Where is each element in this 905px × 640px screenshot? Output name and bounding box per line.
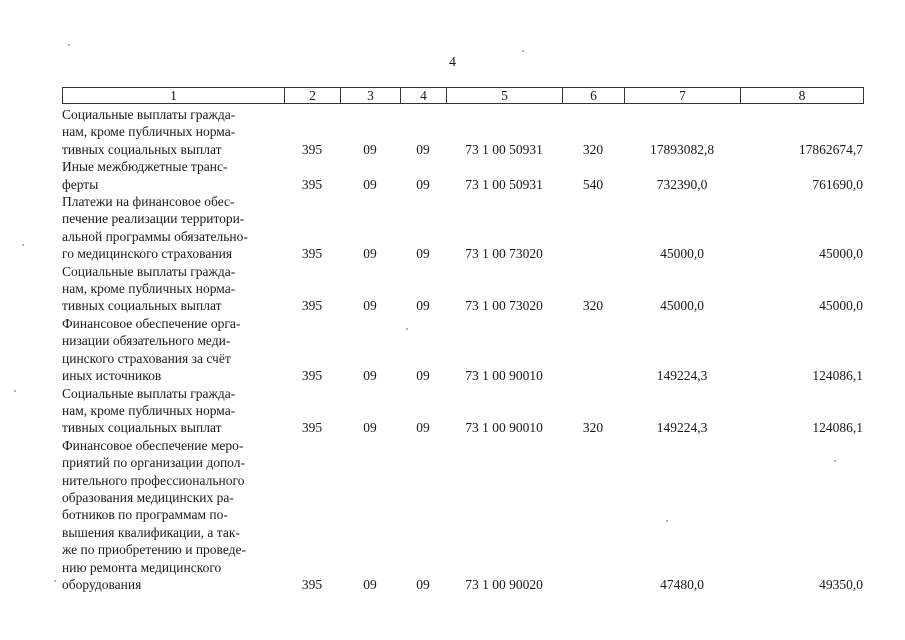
row-name <box>62 193 280 263</box>
column-number-7: 7 <box>625 88 741 104</box>
column-number-2: 2 <box>285 88 341 104</box>
row-name-line: образования медицинских ра- <box>62 489 234 505</box>
row-cell-c7: 45000,0 <box>660 298 704 314</box>
table-row <box>62 437 863 594</box>
row-cell-c3: 09 <box>363 141 377 157</box>
row-name-line: го медицинского страхования <box>62 246 233 262</box>
row-cell-c7: 45000,0 <box>660 246 704 262</box>
row-cell-c8: 124086,1 <box>812 420 863 436</box>
row-name-line: нам, кроме публичных норма- <box>62 124 236 140</box>
row-name-line: низации обязательного меди- <box>62 333 231 349</box>
row-cell-c7: 47480,0 <box>660 576 704 592</box>
row-cell-c3: 09 <box>363 176 377 192</box>
row-cell-c2: 395 <box>301 298 323 314</box>
row-name-line: Платежи на финансовое обес- <box>62 194 235 210</box>
column-number-4: 4 <box>401 88 447 104</box>
row-name-line: тивных социальных выплат <box>62 141 222 157</box>
row-name-line: вышения квалификации, а так- <box>62 524 240 540</box>
row-name <box>62 106 280 158</box>
row-cell-c5: 73 1 00 90010 <box>465 368 543 384</box>
row-cell-c2: 395 <box>301 368 323 384</box>
row-cell-c7: 149224,3 <box>656 368 708 384</box>
column-header-row <box>63 88 864 104</box>
row-cell-c5: 73 1 00 90020 <box>465 576 543 592</box>
row-name <box>62 158 280 193</box>
page-number: 4 <box>449 55 456 70</box>
row-cell-c3: 09 <box>363 246 377 262</box>
row-cell-c8: 761690,0 <box>812 176 863 192</box>
row-name-line: Финансовое обеспечение орга- <box>62 315 241 331</box>
row-name-line: Финансовое обеспечение меро- <box>62 437 244 453</box>
row-cell-c2: 395 <box>301 420 323 436</box>
table-row <box>62 263 863 315</box>
scan-speck <box>68 44 70 46</box>
column-number-1: 1 <box>63 88 285 104</box>
row-cell-c6: 320 <box>582 420 604 436</box>
row-name-line: нительного профессионального <box>62 472 245 488</box>
row-name <box>62 263 280 315</box>
row-name-line: ботников по программам по- <box>62 507 228 523</box>
row-cell-c8: 45000,0 <box>819 246 863 262</box>
row-cell-c7: 149224,3 <box>656 420 708 436</box>
table-row <box>62 106 863 158</box>
row-cell-c6: 540 <box>582 176 604 192</box>
row-cell-c5: 73 1 00 73020 <box>465 246 543 262</box>
row-cell-c7: 17893082,8 <box>649 141 715 157</box>
row-cell-c6: 320 <box>582 298 604 314</box>
row-cell-c3: 09 <box>363 368 377 384</box>
row-cell-c2: 395 <box>301 576 323 592</box>
row-cell-c4: 09 <box>416 298 430 314</box>
scan-speck <box>834 460 836 462</box>
row-cell-c2: 395 <box>301 176 323 192</box>
row-cell-c4: 09 <box>416 368 430 384</box>
scan-speck <box>522 50 524 52</box>
row-name-line: нам, кроме публичных норма- <box>62 402 236 418</box>
scan-speck <box>14 390 16 392</box>
scan-speck <box>54 580 56 582</box>
budget-rows <box>62 106 863 593</box>
row-cell-c5: 73 1 00 50931 <box>465 176 543 192</box>
scan-speck <box>666 520 668 522</box>
row-cell-c8: 124086,1 <box>812 368 863 384</box>
row-name-line: нам, кроме публичных норма- <box>62 281 236 297</box>
row-cell-c2: 395 <box>301 246 323 262</box>
row-cell-c6: 320 <box>582 141 604 157</box>
row-cell-c8: 45000,0 <box>819 298 863 314</box>
row-name-line: тивных социальных выплат <box>62 298 222 314</box>
row-cell-c2: 395 <box>301 141 323 157</box>
row-cell-c3: 09 <box>363 420 377 436</box>
row-name-line: приятий по организации допол- <box>62 455 245 471</box>
column-number-5: 5 <box>447 88 563 104</box>
row-cell-c8: 17862674,7 <box>798 141 863 157</box>
row-cell-c4: 09 <box>416 141 430 157</box>
column-number-8: 8 <box>741 88 864 104</box>
column-number-6: 6 <box>563 88 625 104</box>
row-name-line: же по приобретению и проведе- <box>62 542 247 558</box>
row-cell-c3: 09 <box>363 298 377 314</box>
row-cell-c8: 49350,0 <box>819 576 863 592</box>
row-cell-c4: 09 <box>416 420 430 436</box>
row-name-line: альной программы обязательно- <box>62 228 248 244</box>
row-name-line: Социальные выплаты гражда- <box>62 263 236 279</box>
row-name-line: тивных социальных выплат <box>62 420 222 436</box>
table-row <box>62 158 863 193</box>
row-cell-c7: 732390,0 <box>656 176 708 192</box>
row-name-line: нию ремонта медицинского <box>62 559 222 575</box>
scan-speck <box>22 244 24 246</box>
column-header-table <box>62 87 864 104</box>
table-row <box>62 193 863 263</box>
row-name-line: иных источников <box>62 368 162 384</box>
row-name <box>62 385 280 437</box>
row-name <box>62 437 280 594</box>
row-name <box>62 315 280 385</box>
table-row <box>62 385 863 437</box>
row-cell-c3: 09 <box>363 576 377 592</box>
scan-speck <box>406 328 408 330</box>
row-cell-c4: 09 <box>416 176 430 192</box>
row-cell-c5: 73 1 00 50931 <box>465 141 543 157</box>
row-name-line: Социальные выплаты гражда- <box>62 107 236 122</box>
row-cell-c4: 09 <box>416 576 430 592</box>
row-name-line: Социальные выплаты гражда- <box>62 385 236 401</box>
row-cell-c5: 73 1 00 73020 <box>465 298 543 314</box>
row-cell-c4: 09 <box>416 246 430 262</box>
row-name-line: оборудования <box>62 576 142 592</box>
row-cell-c5: 73 1 00 90010 <box>465 420 543 436</box>
column-number-3: 3 <box>341 88 401 104</box>
row-name-line: цинского страхования за счёт <box>62 350 231 366</box>
row-name-line: ферты <box>62 176 99 192</box>
table-row <box>62 315 863 385</box>
row-name-line: Иные межбюджетные транс- <box>62 159 228 175</box>
row-name-line: печение реализации территори- <box>62 211 245 227</box>
